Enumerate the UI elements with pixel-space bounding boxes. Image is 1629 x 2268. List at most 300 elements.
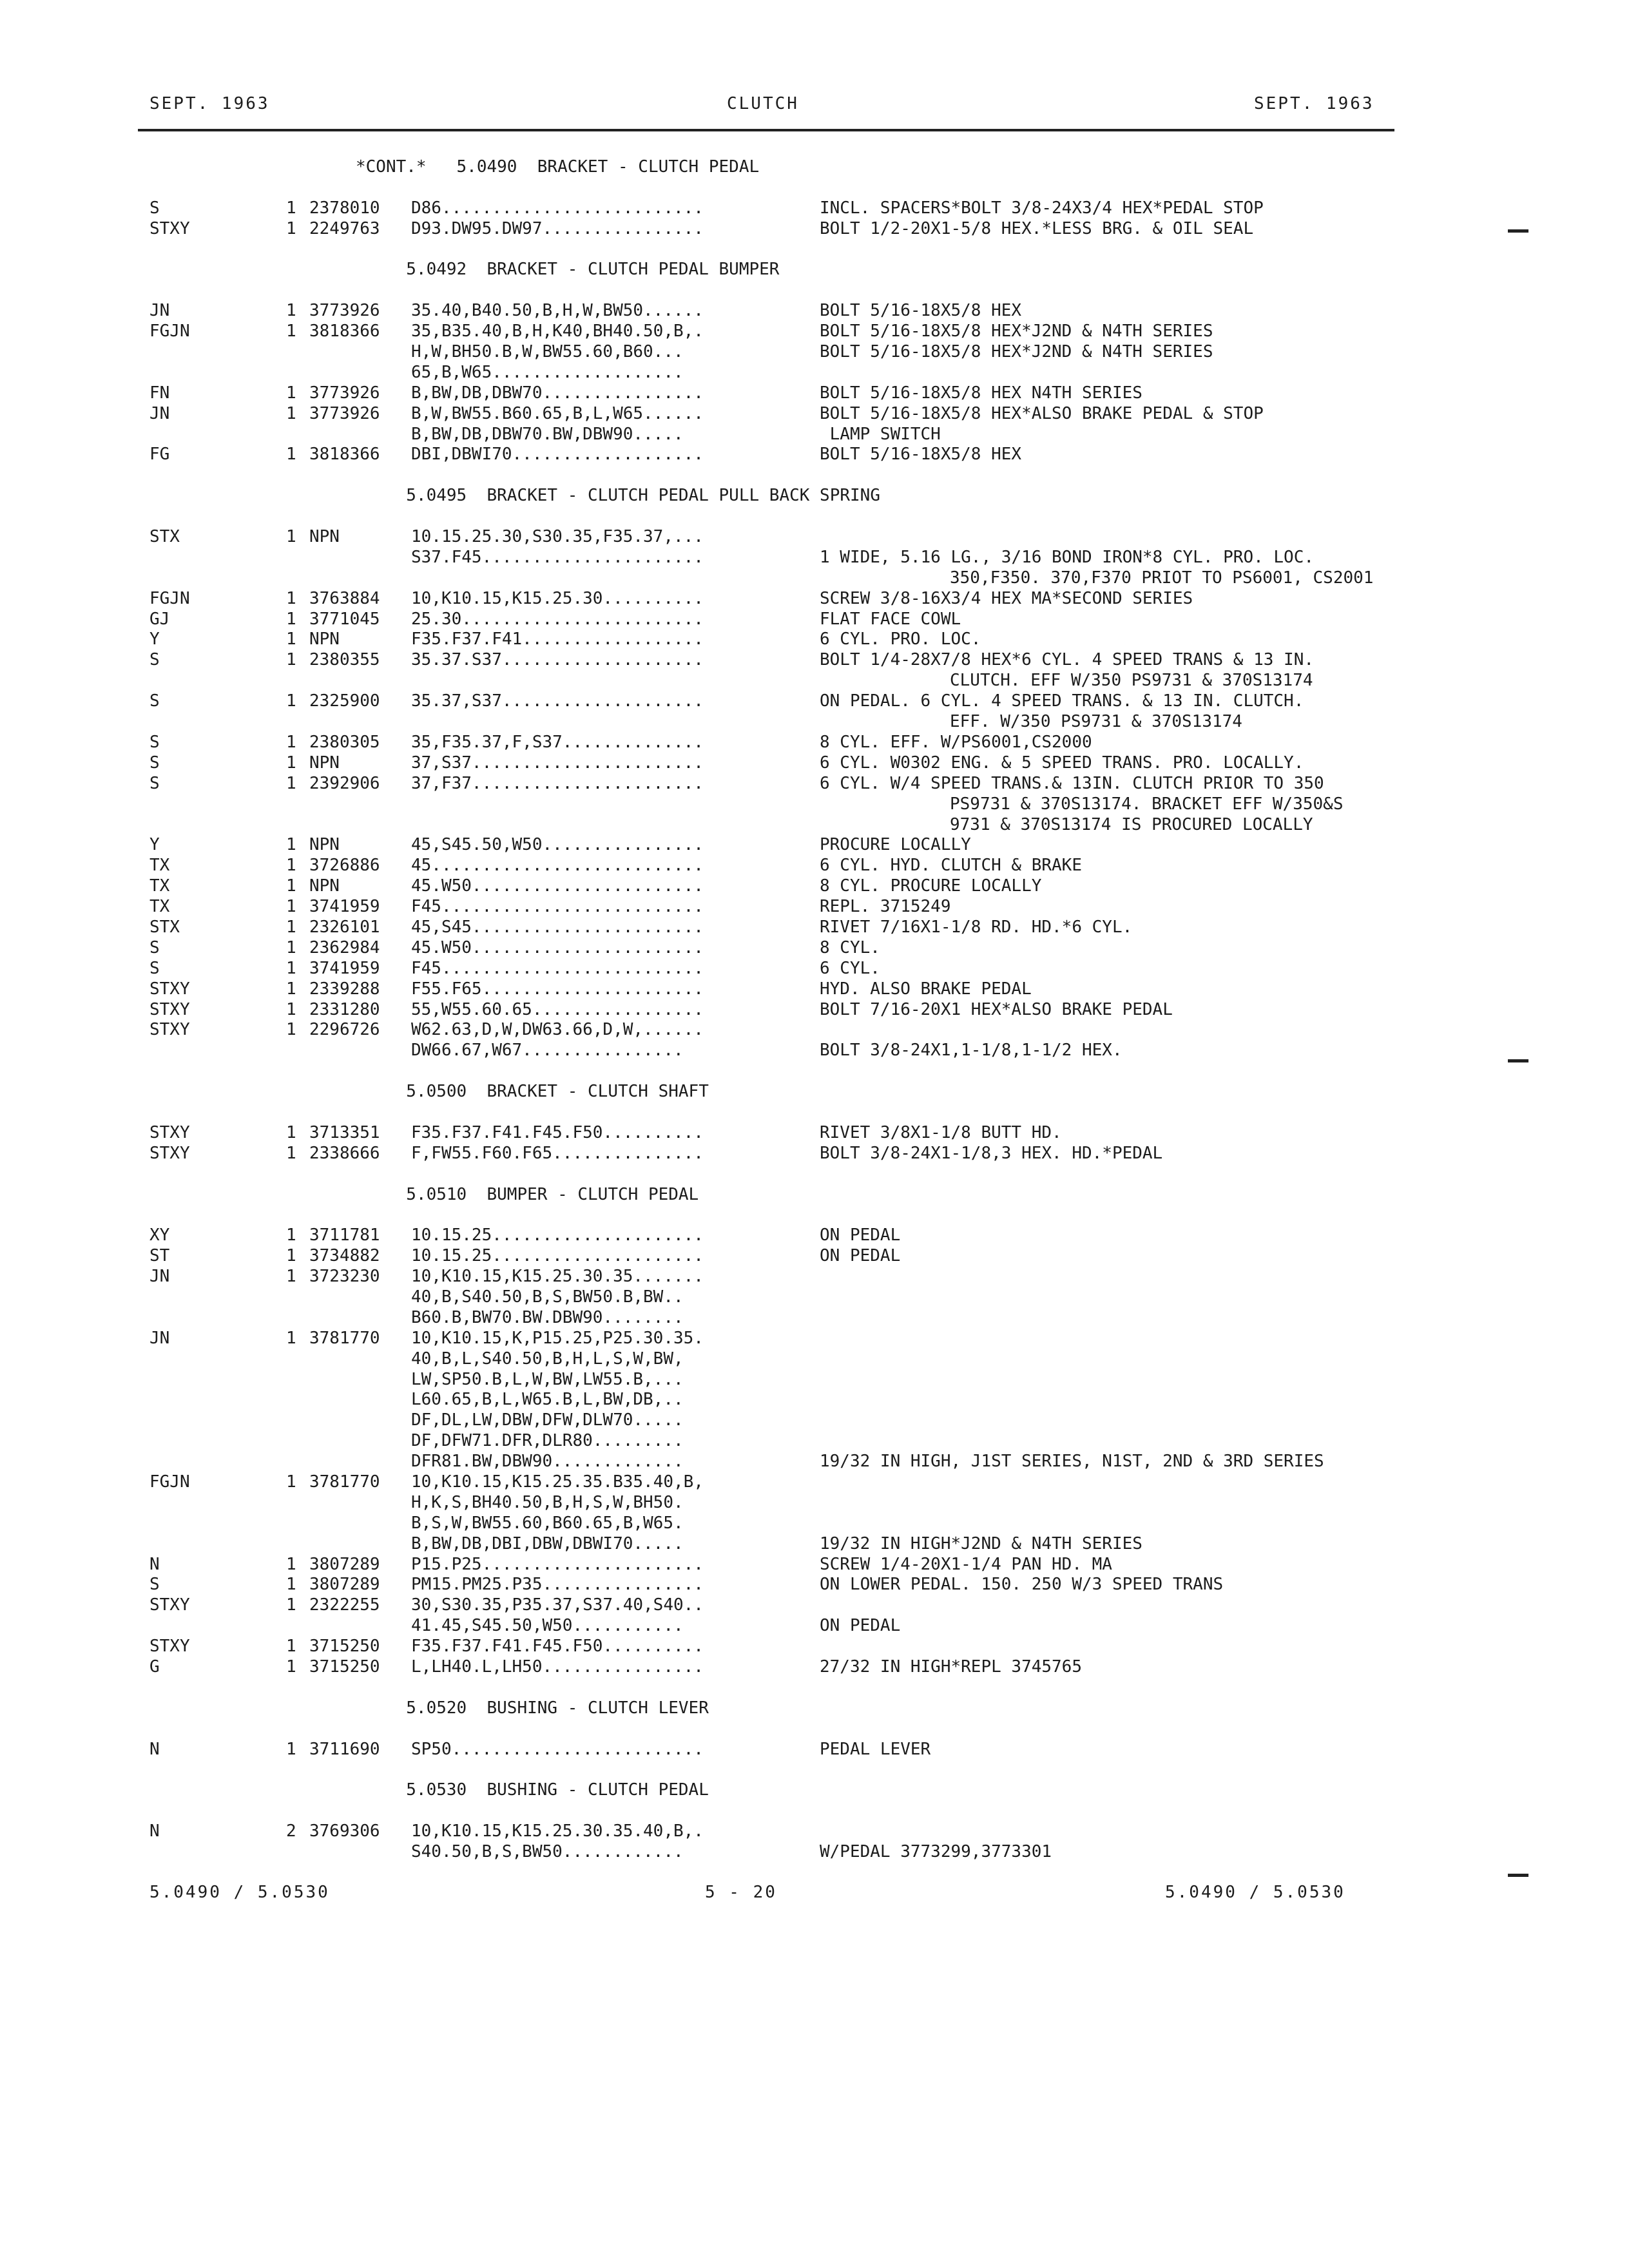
applicable-models: 40,B,L,S40.50,B,H,L,S,W,BW, <box>411 1349 684 1369</box>
model-code: STX <box>149 527 180 547</box>
description: 19/32 IN HIGH, J1ST SERIES, N1ST, 2ND & 3RD SERIES <box>820 1452 1324 1472</box>
part-entry-row <box>149 363 1393 383</box>
applicable-models: DBI,DBWI70................... <box>411 445 704 465</box>
part-entry-row <box>149 733 1393 753</box>
applicable-models: DF,DL,LW,DBW,DFW,DLW70..... <box>411 1410 684 1430</box>
part-entry-row <box>149 1144 1393 1164</box>
applicable-models: DFR81.BW,DBW90............. <box>411 1452 684 1472</box>
part-number: NPN <box>309 527 340 547</box>
model-code: N <box>149 1821 160 1841</box>
part-number: 3741959 <box>309 958 380 978</box>
description: LAMP SWITCH <box>820 424 941 444</box>
part-number: 2362984 <box>309 937 380 957</box>
part-number: 3807289 <box>309 1575 380 1595</box>
quantity: 1 <box>286 1657 296 1677</box>
part-entry-row <box>149 835 1393 856</box>
part-entry-row <box>149 1740 1393 1760</box>
applicable-models: 10.15.25..................... <box>411 1246 704 1266</box>
header-rule <box>138 129 1394 131</box>
description: 8 CYL. EFF. W/PS6001,CS2000 <box>820 732 1092 752</box>
quantity: 1 <box>286 588 296 608</box>
blank-line <box>149 506 1393 527</box>
description: ON PEDAL <box>820 1616 901 1636</box>
model-code: TX <box>149 856 170 876</box>
model-code: S <box>149 958 160 978</box>
applicable-models: 10,K10.15,K,P15.25,P25.30.35. <box>411 1328 704 1348</box>
part-entry-row <box>149 1390 1393 1410</box>
blank-line <box>149 465 1393 486</box>
section-heading-text: 5.0500 BRACKET - CLUTCH SHAFT <box>356 1082 709 1102</box>
part-entry-row <box>149 794 1393 815</box>
applicable-models: P15.P25...................... <box>411 1554 704 1574</box>
applicable-models: 45........................... <box>411 856 704 876</box>
margin-tick-mark <box>1508 1059 1528 1062</box>
description: BOLT 5/16-18X5/8 HEX <box>820 301 1022 321</box>
applicable-models: F45.......................... <box>411 958 704 978</box>
part-number: 2296726 <box>309 1020 380 1040</box>
part-entry-row <box>149 1225 1393 1246</box>
part-entry-row <box>149 1287 1393 1308</box>
part-number: 2322255 <box>309 1595 380 1615</box>
model-code: Y <box>149 835 160 855</box>
part-entry-row <box>149 876 1393 897</box>
applicable-models: 10,K10.15,K15.25.30.35.40,B,. <box>411 1821 704 1841</box>
header-section-title: CLUTCH <box>727 94 799 113</box>
part-number: 3763884 <box>309 588 380 608</box>
section-heading-text: 5.0492 BRACKET - CLUTCH PEDAL BUMPER <box>356 260 780 280</box>
quantity: 1 <box>286 1267 296 1287</box>
part-number: 3807289 <box>309 1554 380 1574</box>
part-entry-row <box>149 1616 1393 1637</box>
part-number: NPN <box>309 629 340 649</box>
blank-line <box>149 240 1393 260</box>
part-entry-row <box>149 979 1393 1000</box>
description: 1 WIDE, 5.16 LG., 3/16 BOND IRON*8 CYL. PRO. LOC. <box>820 547 1315 567</box>
applicable-models: 35.40,B40.50,B,H,W,BW50...... <box>411 301 704 321</box>
blank-line <box>149 1164 1393 1185</box>
model-code: S <box>149 198 160 218</box>
description: BOLT 7/16-20X1 HEX*ALSO BRAKE PEDAL <box>820 999 1173 1019</box>
model-code: STXY <box>149 218 190 238</box>
description: BOLT 5/16-18X5/8 HEX*ALSO BRAKE PEDAL & STOP <box>820 403 1264 423</box>
description: BOLT 5/16-18X5/8 HEX <box>820 445 1022 465</box>
section-heading-text: 5.0530 BUSHING - CLUTCH PEDAL <box>356 1780 709 1800</box>
description: 27/32 IN HIGH*REPL 3745765 <box>820 1657 1082 1677</box>
quantity: 1 <box>286 753 296 773</box>
description: 6 CYL. <box>820 958 880 978</box>
description: BOLT 5/16-18X5/8 HEX N4TH SERIES <box>820 383 1142 403</box>
quantity: 1 <box>286 937 296 957</box>
quantity: 1 <box>286 629 296 649</box>
section-heading-text: 5.0510 BUMPER - CLUTCH PEDAL <box>356 1184 699 1204</box>
part-entry-row <box>149 1349 1393 1370</box>
model-code: S <box>149 753 160 773</box>
margin-tick-mark <box>1508 229 1528 233</box>
part-entry-row <box>149 445 1393 465</box>
part-entry-row <box>149 568 1393 589</box>
blank-line <box>149 1801 1393 1821</box>
applicable-models: 55,W55.60.65................. <box>411 999 704 1019</box>
part-number: 2331280 <box>309 999 380 1019</box>
part-entry-row <box>149 383 1393 404</box>
applicable-models: 45.W50....................... <box>411 876 704 896</box>
section-heading-text: *CONT.* 5.0490 BRACKET - CLUTCH PEDAL <box>356 157 760 177</box>
description: 9731 & 370S13174 IS PROCURED LOCALLY <box>950 814 1313 834</box>
part-entry-row <box>149 1431 1393 1452</box>
description: 8 CYL. <box>820 937 880 957</box>
applicable-models: F35.F37.F41.F45.F50.......... <box>411 1122 704 1142</box>
part-number: 3773926 <box>309 301 380 321</box>
applicable-models: F55.F65...................... <box>411 979 704 999</box>
description: 6 CYL. PRO. LOC. <box>820 629 981 649</box>
part-entry-row <box>149 342 1393 363</box>
part-entry-row <box>149 712 1393 733</box>
blank-line <box>149 178 1393 198</box>
model-code: N <box>149 1554 160 1574</box>
description: SCREW 3/8-16X3/4 HEX MA*SECOND SERIES <box>820 588 1193 608</box>
part-entry-row <box>149 856 1393 876</box>
quantity: 1 <box>286 301 296 321</box>
model-code: ST <box>149 1246 170 1266</box>
description: INCL. SPACERS*BOLT 3/8-24X3/4 HEX*PEDAL STOP <box>820 198 1264 218</box>
applicable-models: 37,F37....................... <box>411 773 704 793</box>
blank-line <box>149 1760 1393 1780</box>
quantity: 1 <box>286 609 296 629</box>
model-code: S <box>149 937 160 957</box>
model-code: STXY <box>149 999 190 1019</box>
description: ON LOWER PEDAL. 150. 250 W/3 SPEED TRANS <box>820 1575 1224 1595</box>
part-entry-row <box>149 1842 1393 1863</box>
part-entry-row <box>149 1595 1393 1616</box>
footer-range-left: 5.0490 / 5.0530 <box>149 1883 330 1902</box>
model-code: STXY <box>149 1122 190 1142</box>
part-entry-row <box>149 1821 1393 1842</box>
applicable-models: F45.......................... <box>411 897 704 917</box>
model-code: S <box>149 732 160 752</box>
part-entry-row <box>149 1472 1393 1493</box>
part-number: 2338666 <box>309 1143 380 1163</box>
part-entry-row <box>149 1493 1393 1514</box>
part-number: 3781770 <box>309 1328 380 1348</box>
description: 8 CYL. PROCURE LOCALLY <box>820 876 1042 896</box>
part-entry-row <box>149 918 1393 938</box>
applicable-models: 10,K10.15,K15.25.30.......... <box>411 588 704 608</box>
applicable-models: 10.15.25..................... <box>411 1225 704 1245</box>
part-entry-row <box>149 774 1393 794</box>
quantity: 1 <box>286 218 296 238</box>
part-number: 3781770 <box>309 1472 380 1492</box>
quantity: 1 <box>286 198 296 218</box>
quantity: 1 <box>286 403 296 423</box>
part-entry-row <box>149 1308 1393 1329</box>
quantity: 1 <box>286 876 296 896</box>
section-heading <box>149 157 1393 178</box>
description: BOLT 5/16-18X5/8 HEX*J2ND & N4TH SERIES <box>820 342 1213 362</box>
model-code: N <box>149 1739 160 1759</box>
part-entry-row <box>149 1020 1393 1041</box>
description: BOLT 1/4-28X7/8 HEX*6 CYL. 4 SPEED TRANS & 13 IN. <box>820 650 1315 670</box>
part-entry-row <box>149 897 1393 918</box>
applicable-models: PM15.PM25.P35................ <box>411 1575 704 1595</box>
model-code: Y <box>149 629 160 649</box>
part-entry-row <box>149 1452 1393 1472</box>
applicable-models: LW,SP50.B,L,W,BW,LW55.B,... <box>411 1369 684 1389</box>
description: PEDAL LEVER <box>820 1739 931 1759</box>
part-entry-row <box>149 650 1393 671</box>
part-number: 2249763 <box>309 218 380 238</box>
part-entry-row <box>149 1637 1393 1657</box>
part-number: 3771045 <box>309 609 380 629</box>
part-entry-row <box>149 959 1393 979</box>
description: CLUTCH. EFF W/350 PS9731 & 370S13174 <box>950 671 1313 691</box>
quantity: 1 <box>286 1637 296 1657</box>
model-code: G <box>149 1657 160 1677</box>
section-heading <box>149 1780 1393 1801</box>
part-entry-row <box>149 1534 1393 1555</box>
model-code: TX <box>149 876 170 896</box>
part-number: NPN <box>309 876 340 896</box>
model-code: STXY <box>149 1020 190 1040</box>
applicable-models: 35,B35.40,B,H,K40,BH40.50,B,. <box>411 322 704 341</box>
part-entry-row <box>149 1370 1393 1390</box>
section-heading <box>149 1698 1393 1719</box>
quantity: 1 <box>286 732 296 752</box>
part-number: 2325900 <box>309 691 380 711</box>
part-number: 3741959 <box>309 897 380 917</box>
description: 19/32 IN HIGH*J2ND & N4TH SERIES <box>820 1533 1142 1553</box>
part-entry-row <box>149 691 1393 712</box>
part-number: 2380355 <box>309 650 380 670</box>
model-code: TX <box>149 897 170 917</box>
applicable-models: B,S,W,BW55.60,B60.65,B,W65. <box>411 1513 684 1533</box>
applicable-models: 10,K10.15,K15.25.35.B35.40,B, <box>411 1472 704 1492</box>
applicable-models: 35,F35.37,F,S37.............. <box>411 732 704 752</box>
description: PROCURE LOCALLY <box>820 835 971 855</box>
model-code: JN <box>149 403 170 423</box>
model-code: FGJN <box>149 588 190 608</box>
part-number: 2339288 <box>309 979 380 999</box>
model-code: STX <box>149 917 180 937</box>
header-date-left: SEPT. 1963 <box>149 94 270 113</box>
footer-range-right: 5.0490 / 5.0530 <box>1165 1883 1345 1902</box>
part-number: 3773926 <box>309 403 380 423</box>
description: BOLT 3/8-24X1-1/8,3 HEX. HD.*PEDAL <box>820 1143 1163 1163</box>
model-code: JN <box>149 1267 170 1287</box>
blank-line <box>149 280 1393 301</box>
quantity: 1 <box>286 917 296 937</box>
description: 350,F350. 370,F370 PRIOT TO PS6001, CS2001 <box>950 568 1374 588</box>
quantity: 1 <box>286 1739 296 1759</box>
quantity: 1 <box>286 1575 296 1595</box>
part-entry-row <box>149 610 1393 630</box>
description: HYD. ALSO BRAKE PEDAL <box>820 979 1032 999</box>
description: ON PEDAL <box>820 1246 901 1266</box>
quantity: 1 <box>286 897 296 917</box>
description: RIVET 3/8X1-1/8 BUTT HD. <box>820 1122 1062 1142</box>
applicable-models: F35.F37.F41.................. <box>411 629 704 649</box>
quantity: 1 <box>286 322 296 341</box>
part-entry-row <box>149 198 1393 219</box>
quantity: 1 <box>286 1020 296 1040</box>
model-code: S <box>149 1575 160 1595</box>
applicable-models: DW66.67,W67................ <box>411 1041 684 1061</box>
model-code: S <box>149 691 160 711</box>
applicable-models: SP50......................... <box>411 1739 704 1759</box>
part-number: 2380305 <box>309 732 380 752</box>
model-code: S <box>149 650 160 670</box>
description: BOLT 5/16-18X5/8 HEX*J2ND & N4TH SERIES <box>820 322 1213 341</box>
part-number: 3818366 <box>309 322 380 341</box>
description: SCREW 1/4-20X1-1/4 PAN HD. MA <box>820 1554 1112 1574</box>
description: BOLT 1/2-20X1-5/8 HEX.*LESS BRG. & OIL SEAL <box>820 218 1254 238</box>
blank-line <box>149 1102 1393 1123</box>
applicable-models: W62.63,D,W,DW63.66,D,W,...... <box>411 1020 704 1040</box>
model-code: FG <box>149 445 170 465</box>
applicable-models: 45,S45....................... <box>411 917 704 937</box>
applicable-models: B60.B,BW70.BW.DBW90........ <box>411 1307 684 1327</box>
applicable-models: D93.DW95.DW97................ <box>411 218 704 238</box>
part-entry-row <box>149 322 1393 342</box>
margin-tick-mark <box>1508 1874 1528 1877</box>
model-code: STXY <box>149 1143 190 1163</box>
part-entry-row <box>149 425 1393 445</box>
part-entry-row <box>149 671 1393 691</box>
part-entry-row <box>149 1246 1393 1267</box>
part-entry-row <box>149 1267 1393 1287</box>
part-entry-row <box>149 938 1393 959</box>
part-number: 3769306 <box>309 1821 380 1841</box>
applicable-models: B,BW,DB,DBW70.BW,DBW90..... <box>411 424 684 444</box>
part-number: 3713351 <box>309 1122 380 1142</box>
applicable-models: 35.37.S37.................... <box>411 650 704 670</box>
part-number: 3726886 <box>309 856 380 876</box>
applicable-models: H,K,S,BH40.50,B,H,S,W,BH50. <box>411 1492 684 1512</box>
description: PS9731 & 370S13174. BRACKET EFF W/350&S <box>950 794 1344 814</box>
quantity: 1 <box>286 958 296 978</box>
description: 6 CYL. HYD. CLUTCH & BRAKE <box>820 856 1082 876</box>
description: RIVET 7/16X1-1/8 RD. HD.*6 CYL. <box>820 917 1133 937</box>
section-heading <box>149 260 1393 280</box>
applicable-models: 35.37,S37.................... <box>411 691 704 711</box>
quantity: 1 <box>286 835 296 855</box>
blank-line <box>149 1061 1393 1082</box>
part-entry-row <box>149 1410 1393 1431</box>
part-number: 3773926 <box>309 383 380 403</box>
quantity: 1 <box>286 1472 296 1492</box>
quantity: 1 <box>286 773 296 793</box>
applicable-models: 37,S37....................... <box>411 753 704 773</box>
part-entry-row <box>149 219 1393 240</box>
applicable-models: 45.W50....................... <box>411 937 704 957</box>
quantity: 1 <box>286 383 296 403</box>
section-heading <box>149 1185 1393 1206</box>
blank-line <box>149 1678 1393 1698</box>
applicable-models: 41.45,S45.50,W50........... <box>411 1616 684 1636</box>
part-number: 3734882 <box>309 1246 380 1266</box>
section-heading <box>149 486 1393 506</box>
model-code: GJ <box>149 609 170 629</box>
model-code: STXY <box>149 979 190 999</box>
description: ON PEDAL <box>820 1225 901 1245</box>
applicable-models: 30,S30.35,P35.37,S37.40,S40.. <box>411 1595 704 1615</box>
quantity: 1 <box>286 1246 296 1266</box>
quantity: 1 <box>286 527 296 547</box>
blank-line <box>149 1205 1393 1225</box>
part-number: 3715250 <box>309 1657 380 1677</box>
part-number: NPN <box>309 753 340 773</box>
part-entry-row <box>149 1041 1393 1061</box>
quantity: 1 <box>286 691 296 711</box>
part-entry-row <box>149 815 1393 836</box>
part-entry-row <box>149 629 1393 650</box>
part-number: 2378010 <box>309 198 380 218</box>
footer-page-number: 5 - 20 <box>705 1883 777 1902</box>
applicable-models: 45,S45.50,W50................ <box>411 835 704 855</box>
applicable-models: 65,B,W65................... <box>411 362 684 382</box>
description: EFF. W/350 PS9731 & 370S13174 <box>950 712 1242 732</box>
description: FLAT FACE COWL <box>820 609 961 629</box>
applicable-models: B,BW,DB,DBW70................ <box>411 383 704 403</box>
blank-line <box>149 1719 1393 1740</box>
part-entry-row <box>149 589 1393 610</box>
applicable-models: F,FW55.F60.F65............... <box>411 1143 704 1163</box>
part-entry-row <box>149 548 1393 568</box>
part-number: 2392906 <box>309 773 380 793</box>
section-heading-text: 5.0495 BRACKET - CLUTCH PEDAL PULL BACK SPRING <box>356 486 880 506</box>
part-entry-row <box>149 1575 1393 1595</box>
part-entry-row <box>149 1329 1393 1349</box>
part-number: 3711781 <box>309 1225 380 1245</box>
header-date-right: SEPT. 1963 <box>1254 94 1374 113</box>
applicable-models: 10,K10.15,K15.25.30.35....... <box>411 1267 704 1287</box>
part-entry-row <box>149 1000 1393 1021</box>
applicable-models: 40,B,S40.50,B,S,BW50.B,BW.. <box>411 1287 684 1307</box>
applicable-models: D86.......................... <box>411 198 704 218</box>
part-number: 3723230 <box>309 1267 380 1287</box>
applicable-models: F35.F37.F41.F45.F50.......... <box>411 1637 704 1657</box>
part-entry-row <box>149 1514 1393 1534</box>
quantity: 1 <box>286 1225 296 1245</box>
part-entry-row <box>149 1123 1393 1144</box>
part-number: 3715250 <box>309 1637 380 1657</box>
quantity: 1 <box>286 445 296 465</box>
model-code: STXY <box>149 1595 190 1615</box>
applicable-models: L60.65,B,L,W65.B,L,BW,DB,.. <box>411 1390 684 1410</box>
part-number: 3711690 <box>309 1739 380 1759</box>
quantity: 1 <box>286 1328 296 1348</box>
quantity: 1 <box>286 979 296 999</box>
section-heading <box>149 1082 1393 1102</box>
description: BOLT 3/8-24X1,1-1/8,1-1/2 HEX. <box>820 1041 1123 1061</box>
part-number: NPN <box>309 835 340 855</box>
part-entry-row <box>149 527 1393 548</box>
applicable-models: L,LH40.L,LH50................ <box>411 1657 704 1677</box>
applicable-models: 25.30........................ <box>411 609 704 629</box>
part-number: 3818366 <box>309 445 380 465</box>
description: 6 CYL. W/4 SPEED TRANS.& 13IN. CLUTCH PRIOR TO 350 <box>820 773 1324 793</box>
part-entry-row <box>149 301 1393 322</box>
description: W/PEDAL 3773299,3773301 <box>820 1842 1052 1862</box>
model-code: FGJN <box>149 1472 190 1492</box>
quantity: 1 <box>286 999 296 1019</box>
applicable-models: S37.F45...................... <box>411 547 704 567</box>
quantity: 1 <box>286 1122 296 1142</box>
applicable-models: DF,DFW71.DFR,DLR80......... <box>411 1431 684 1451</box>
quantity: 2 <box>286 1821 296 1841</box>
description: 6 CYL. W0302 ENG. & 5 SPEED TRANS. PRO. LOCALLY. <box>820 753 1304 773</box>
quantity: 1 <box>286 856 296 876</box>
part-entry-row <box>149 753 1393 774</box>
